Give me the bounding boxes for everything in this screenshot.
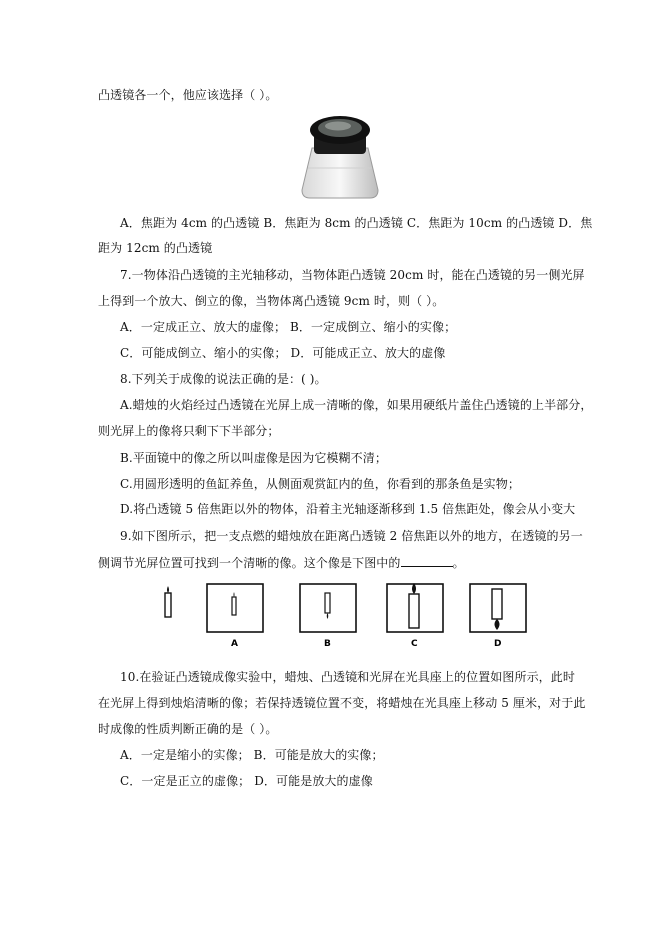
option-line: C．一定是正立的虚像； D．可能是放大的虚像 (120, 774, 373, 788)
text-line: 上得到一个放大、倒立的像，当物体离凸透镜 9cm 时，则（ ）。 (98, 294, 445, 308)
answer-blank (401, 555, 453, 567)
option-line: A．一定成正立、放大的虚像； B．一定成倒立、缩小的实像； (120, 320, 457, 334)
text-line: 在光屏上得到烛焰清晰的像；若保持透镜位置不变，将蜡烛在光具座上移动 5 厘米，对于此 (98, 696, 586, 710)
candle-icon (165, 586, 171, 617)
question-7: 7.一物体沿凸透镜的主光轴移动，当物体距凸透镜 20cm 时，能在凸透镜的另一侧光屏 (120, 268, 585, 282)
text-segment: 侧调节光屏位置可找到一个清晰的像。这个像是下图中的 (98, 556, 401, 570)
text-line: 凸透镜各一个，他应该选择（ ）。 (98, 88, 278, 102)
question-10: 10.在验证凸透镜成像实验中，蜡烛、凸透镜和光屏在光具座上的位置如图所示，此时 (120, 670, 575, 684)
option-d-label: D (494, 639, 502, 649)
text-line: 则光屏上的像将只剩下下半部分； (98, 424, 280, 438)
candle-image-figure (158, 580, 538, 652)
question-8: 8.下列关于成像的说法正确的是：( )。 (120, 372, 327, 386)
question-9: 9.如下图所示，把一支点燃的蜡烛放在距离凸透镜 2 倍焦距以外的地方，在透镜的另一 (120, 529, 583, 543)
option-line: C.用圆形透明的鱼缸养鱼，从侧面观赏缸内的鱼，你看到的那条鱼是实物； (120, 477, 520, 491)
option-line: B.平面镜中的像之所以叫虚像是因为它模糊不清； (120, 451, 387, 465)
text-line: 距为 12cm 的凸透镜 (98, 241, 213, 255)
option-a-label: A (231, 639, 238, 649)
option-line: A.蜡烛的火焰经过凸透镜在光屏上成一清晰的像，如果用硬纸片盖住凸透镜的上半部分， (120, 398, 593, 412)
text-line (98, 555, 465, 570)
option-b-box (300, 584, 356, 632)
text-segment: 。 (452, 556, 465, 570)
option-line: A．一定是缩小的实像； B．可能是放大的实像； (120, 748, 384, 762)
option-line: D.将凸透镜 5 倍焦距以外的物体，沿着主光轴逐渐移到 1.5 倍焦距处，像会从小变大 (120, 502, 576, 516)
option-c-label: C (411, 639, 418, 649)
option-a-box (207, 584, 263, 632)
option-b-label: B (324, 639, 331, 649)
option-line: C．可能成倒立、缩小的实像； D．可能成正立、放大的虚像 (120, 346, 446, 360)
text-line: 时成像的性质判断正确的是（ ）。 (98, 722, 278, 736)
magnifier-image (298, 108, 382, 200)
text-line: A．焦距为 4cm 的凸透镜 B．焦距为 8cm 的凸透镜 C．焦距为 10cm 的凸透镜 D．焦 (120, 216, 593, 230)
